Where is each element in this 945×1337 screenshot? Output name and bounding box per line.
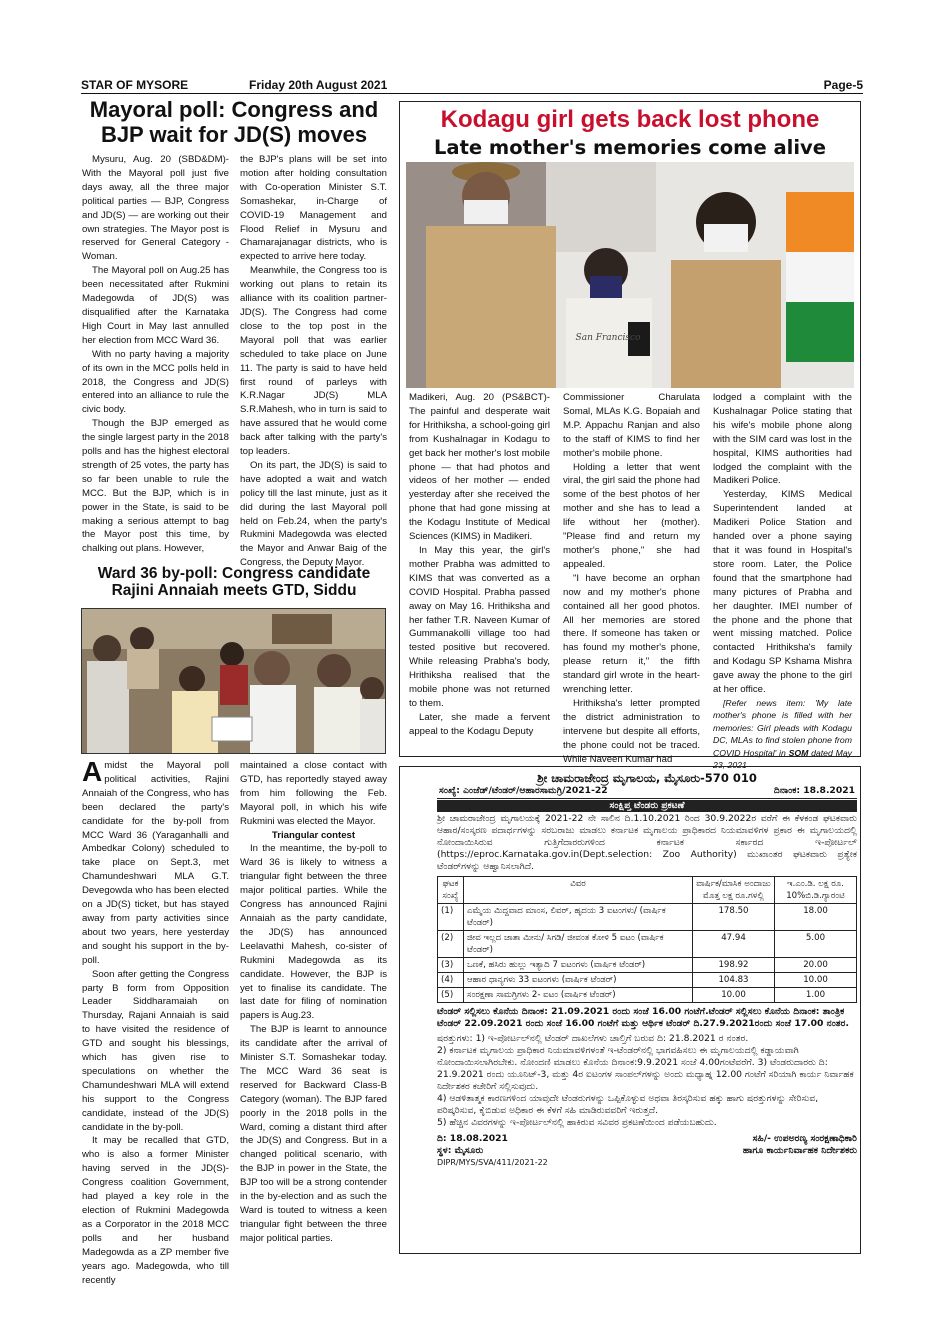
row-emd: 10.00 (775, 973, 857, 988)
tender-notice-title: ಸಂಕ್ಷಿಪ್ತ ಟೆಂಡರು ಪ್ರಕಟಣೆ (437, 800, 857, 812)
tender-dipr: DIPR/MYS/SVA/411/2021-22 (437, 1158, 548, 1167)
ward36-headline-line2: Rajini Annaiah meets GTD, Siddu (111, 582, 357, 600)
refer-som: SOM (788, 747, 809, 758)
kodagu-subheadline: Late mother's memories come alive (434, 136, 826, 159)
page-number: Page-5 (823, 78, 863, 92)
table-row (438, 988, 857, 1003)
row-amount: 104.83 (693, 973, 775, 988)
table-header: ವಿವರ (464, 877, 693, 904)
mayoral-col-2 (240, 153, 387, 570)
masthead (81, 78, 863, 94)
mayoral-col-1 (82, 153, 229, 556)
mayoral-headline-line1: Mayoral poll: Congress and (89, 97, 379, 122)
tender-note: 2) ಕರ್ನಾಟಕ ಮೃಗಾಲಯ ಪ್ರಾಧಿಕಾರ ನಿಯಮಾವಳಿಗಳಂತೆ ಇ-ಟೆಂಡರ್‌ನಲ್ಲಿ ಭಾಗವಹಿಸಲು ಈ ಮೃಗಾಲಯದಲ್ಲಿ ಕಡ್ಡಾಯವಾಗಿ ನೋಂದಾಯಿಸಲಾಗಿರಬೇಕು. ನೋಂದಣಿ ಮಾಡಲು ಕೊನೆಯ ದಿನಾಂಕ:9.9.2021 ಸಂಜೆ 4.00ಗಂಟೆವರೆಗೆ. 3) ಟೆಂಡರುದಾರರು ದಿ: 21.9.2021 ರಂದು ಯೂನಿಟ್-3, ಮತ್ತು 4ರ ಐಟಂಗಳ ಸಾಂಪಲ್‌ಗಳನ್ನು ಅಂದು ಮಧ್ಯಾಹ್ನ 12.00 ಗಂಟೆಗೆ ಸರಿಯಾಗಿ ಕಾರ್ಯ ನಿರ್ವಾಹಕ ನಿರ್ದೇಶಕರ ಕಚೇರಿಗೆ ಸಲ್ಲಿಸುವುದು. (437, 1045, 854, 1092)
ward36-headline-line1: Ward 36 by-poll: Congress candidate (97, 565, 371, 582)
paragraph: Mysuru, Aug. 20 (SBD&DM)- With the Mayoral poll just five days away, all the three major political parties — BJP, Congress and JD(S) — are working out their own strategies. The Mayor post is reserved for General Category - Woman. (82, 154, 229, 263)
table-header: ಘಟಕ ಸಂಖ್ಯೆ (438, 877, 464, 904)
tender-sign-date: ದಿ: 18.08.2021 (437, 1133, 508, 1144)
tender-org: ಶ್ರೀ ಚಾಮರಾಜೇಂದ್ರ ಮೃಗಾಲಯ, ಮೈಸೂರು-570 010 (537, 771, 757, 785)
kodagu-col-3 (713, 391, 852, 772)
table-header: ಇ.ಎಂ.ಡಿ. ಲಕ್ಷ ರೂ. 10%ಬಿ.ಡಿ.ಗ್ಯಾರಂಟಿ (775, 877, 857, 904)
tender-ref-no: ಸಂಖ್ಯೆ: ಎಂಜೆಡ್‌/ಟೆಂಡರ್‌/ಆಹಾರಸಾಮಗ್ರಿ/2021-22 (439, 785, 608, 796)
paragraph: Soon after getting the Congress party B form from Opposition Leader Siddharamaiah on Thursday, Rajani Annaiah is said to have visited the residence of GTD and sought his blessings, which has given rise to speculations on whether the Chamundeshwari MLA will extend his support to the Congress candidate, instead of the JD(S) candidate in the by-poll. (82, 968, 229, 1133)
row-desc: ಜೀವ ಇಲ್ಲದ ಜಾತಾ ಮೀನು/ ಸಿಗಡಿ/ ಜೀವಂತ ಕೋಳಿ 5 ಐಟಂ (ವಾರ್ಷಿಕ ಟೆಂಡರ್) (464, 931, 693, 958)
table-row (438, 931, 857, 958)
paragraph: The Mayoral poll on Aug.25 has been necessitated after Rukmini Madegowda of JD(S) was disqualified after the Karnataka High Court in May last annulled her election from MCC Ward 36. (82, 265, 229, 346)
paragraph: With no party having a majority of its own in the MCC polls held in 2018, the Congress and JD(S) entered into an alliance to rule the civic body. (82, 348, 229, 416)
paragraph: maintained a close contact with GTD, has reportedly stayed away from him following the Feb. Mayoral poll, in which his wife Rukmini was elected the Mayor. (240, 760, 387, 827)
row-no: (4) (438, 973, 464, 988)
paragraph: Madikeri, Aug. 20 (PS&BCT)- The painful and desperate wait for Hrithiksha, a school-going girl from Kushalnagar in Kodagu to get back her mother's lost mobile phone — that had photos and videos of her mother — ended yesterday after she received the phone that had gone missing at the Kodagu Institute of Medical Sciences (KIMS) in Madikeri. (409, 392, 550, 543)
header-rule (81, 93, 863, 94)
tender-sign-title: ಹಾಗೂ ಕಾರ್ಯನಿರ್ವಾಹಕ ನಿರ್ದೇಶಕರು (742, 1145, 857, 1156)
row-emd: 20.00 (775, 958, 857, 973)
paragraph: On its part, the JD(S) is said to have adopted a wait and watch policy till the last minute, just as it did during the last Mayoral poll held on Feb.24, when the party's Rukmini Madegowda was elected the Mayor and Anwar Baig of the Congress, the Deputy Mayor. (240, 459, 387, 569)
row-no: (1) (438, 904, 464, 931)
mayoral-headline (80, 98, 388, 147)
tender-note: 4) ಆಡಳಿತಾತ್ಮಕ ಕಾರಣಗಳಿಂದ ಯಾವುದೇ ಟೆಂಡರುಗಳನ್ನು ಒಪ್ಪಿಕೊಳ್ಳುವ ಅಥವಾ ತಿರಸ್ಕರಿಸುವ ಹಕ್ಕು ಹಾಗು ಷರತ್ತುಗಳನ್ನು ಸೇರಿಸುವ, ಪರಿಷ್ಕರಿಸುವ, ಕೈಬಿಡುವ ಅಧಿಕಾರ ಈ ಕೆಳಗೆ ಸಹಿ ಮಾಡಿರುವವರಿಗೆ ಇರುತ್ತದೆ. (437, 1093, 819, 1116)
ward36-col-2 (240, 759, 387, 1246)
row-emd: 1.00 (775, 988, 857, 1003)
kodagu-col-1 (409, 391, 550, 739)
kodagu-photo-illustration (406, 162, 854, 388)
mayoral-headline-line2: BJP wait for JD(S) moves (100, 121, 368, 147)
refer-date: dated May 23, 2021 (713, 747, 853, 771)
dropcap: A (82, 756, 103, 787)
paragraph: In May this year, the girl's mother Prabha was admitted to KIMS that was converted as a COVID Hospital. Prabha passed away on May 16. Hrithiksha and her father T.R. Naveen Kumar of Gummanakolli village too had tested positive but recovered. While releasing Prabha's body, Hrithiksha realised that the mobile phone was not returned to them. (409, 544, 550, 709)
table-header-row (438, 877, 857, 904)
paragraph: Meanwhile, the Congress too is working out plans to retain its alliance with its coalition partner-JD(S). The Congress had come close to the top post in the Mayoral poll that was earlier scheduled to take place on June 11. The party is said to have held first round of parleys with K.R.Nagar JD(S) MLA S.R.Mahesh, who in turn is said to have assured that he would come back after talking with the party's top leaders. (240, 265, 387, 458)
paragraph: It may be recalled that GTD, who is also a former Minister having served in the JD(S)-Congress coalition Government, had played a key role in the election of Rukmini Madegowda as a Corporator in the 2018 MCC polls and her husband Madegowda as a ZP member five years ago. Madegowda, who till recently (82, 1135, 229, 1286)
row-desc: ಒಣಕೆ, ಹಸಿರು ಹುಲ್ಲು ಇತ್ಯಾದಿ 7 ಐಟಂಗಳು (ವಾರ್ಷಿಕ ಟೆಂಡರ್) (464, 958, 693, 973)
tender-sign-right (743, 1133, 857, 1157)
tender-dates: ಟೆಂಡರ್ ಸಲ್ಲಿಸಲು ಕೊನೆಯ ದಿನಾಂಕ: 21.09.2021 ರಂದು ಸಂಜೆ 16.00 ಗಂಟೆಗೆ.ಟೆಂಡರ್ ಸಲ್ಲಿಸಲು ಕೊನೆಯ ದಿನಾಂಕ: ತಾಂತ್ರಿಕ ಟೆಂಡರ್ 22.09.2021 ರಂದು ಸಂಜೆ 16.00 ಗಂಟೆಗೆ ಮತ್ತು ಆರ್ಥಿಕ ಟೆಂಡರ್ ದಿ.27.9.2021ರಂದು ಸಂಜೆ 17.00 ನಂತರ. (437, 1006, 849, 1029)
paragraph: The BJP is learnt to announce its candidate after the arrival of Minister S.T. Somashekar today. The MCC Ward 36 seat is reserved for Backward Class-B Category (woman). The BJP fared poorly in the 2018 polls in the Ward, coming a distant third after the JD(S) and Congress. But in a changed political scenario, with the BJP in power in the State, the BJP too will be a strong contender in the by-election and as such the Ward is touted to witness a keen triangular fight between the three major political parties. (240, 1024, 387, 1244)
row-no: (3) (438, 958, 464, 973)
paragraph: Yesterday, KIMS Medical Superintendent landed at Madikeri Police Station and handed over a phone saying that it was found in Hospital's store room. Later, the Police found that the smartphone had many pictures of Prabha and her daughter. IMEI number of the phone and the phone that went missing matched. Police contacted Hrithiksha's family and Kodagu SP Kshama Mishra gave away the phone to the girl at her office. (713, 489, 852, 696)
row-desc: ಎಮ್ಮೆಯ ಮಿದ್ದವಾದ ಮಾಂಸ, ಲಿವರ್, ಹೃದಯ 3 ಐಟಂಗಳು/ (ವಾರ್ಷಿಕ ಟೆಂಡರ್) (464, 904, 693, 931)
paragraph: lodged a complaint with the Kushalnagar Police stating that his wife's mobile phone along with the SIM card was lost in the hospital, KIMS authorities had lodged the complaint with the Madikeri Police. (713, 392, 852, 487)
kodagu-col-2 (563, 391, 700, 766)
paragraph: Holding a letter that went viral, the girl said the phone had some of the best photos of her mother and she has to lead a life without her (mother). "Please find and return my mother's phone," she had appealed. (563, 461, 700, 570)
table-row (438, 904, 857, 931)
tender-sign-place: ಸ್ಥಳ: ಮೈಸೂರು (437, 1145, 484, 1156)
refer-text: [Refer news item: 'My late mother's phone is filled with her memories: Girl pleads with Kodagu DC, MLAs to find stolen phone from COVID Hospital' in (713, 697, 852, 758)
tender-sign-row (437, 1133, 857, 1157)
tender-sign-left (437, 1133, 508, 1157)
kodagu-photo (406, 162, 854, 388)
row-emd: 18.00 (775, 904, 857, 931)
subhead: Triangular contest (271, 829, 356, 841)
paragraph (82, 756, 229, 968)
refer-note (713, 697, 852, 772)
ward36-col-1 (82, 756, 229, 1287)
table-row (438, 958, 857, 973)
row-no: (5) (438, 988, 464, 1003)
tender-notice (437, 772, 857, 1169)
row-amount: 10.00 (693, 988, 775, 1003)
table-header: ವಾರ್ಷಿಕ/ಮಾಸಿಕ ಅಂದಾಜು ಮೊತ್ತ ಲಕ್ಷ ರೂ.ಗಳಲ್ಲಿ (693, 877, 775, 904)
paper-name: STAR OF MYSORE (81, 78, 189, 92)
paragraph: In the meantime, the by-poll to Ward 36 is likely to witness a triangular fight between the three major political parties. While the Congress has announced Rajini Annaiah as the party candidate, the JD(S) has announced Leelavathi Mahesh, co-sister of Rukmini Madegowda as its candidate. However, the BJP is yet to finalise its candidate. The last date for filing of nomination papers is Aug.23. (240, 843, 387, 1022)
row-emd: 5.00 (775, 931, 857, 958)
paragraph: Later, she made a fervent appeal to the Kodagu Deputy (409, 711, 550, 737)
shirt-text: San Francisco (575, 333, 641, 343)
paragraph: the BJP's plans will be set into motion after holding consultation with Co-operation Minister S.T. Somashekar, in-Charge of COVID-19 Management and Flood Relief in Mysuru and Chamarajanagar districts, who is expected to arrive here today. (240, 154, 387, 263)
paragraph: Hrithiksha's letter prompted the district administration to intervene but despite all efforts, the phone could not be traced. While Naveen Kumar had (563, 697, 700, 765)
row-no: (2) (438, 931, 464, 958)
row-amount: 198.92 (693, 958, 775, 973)
row-desc: ಆಹಾರ ಧಾನ್ಯಗಳು 33 ಐಟಂಗಳು (ವಾರ್ಷಿಕ ಟೆಂಡರ್) (464, 973, 693, 988)
tender-sign-title: ಸಹಿ/- ಉಪಅರಣ್ಯ ಸಂರಕ್ಷಣಾಧಿಕಾರಿ (752, 1133, 857, 1144)
paragraph: "I have become an orphan now and my mother's phone contained all her good photos. All her memories are stored there. If someone has taken or has found my mother's phone, please return it," the fifth standard girl wrote in the heart-wrenching letter. (563, 572, 700, 696)
paragraph-text: midst the Mayoral poll political activities, Rajini Annaiah of the Congress, who has been declared the party's candidate for the by-poll from MCC Ward 36 (Yaraganhalli and Ambedkar Colony) scheduled to take place on Sept.3, met Chamundeshwari MLA G.T. Devegowda who has been elected on a JD(S) ticket, but has stayed away from party activities since about two years, here yesterday and sought his support in the by-poll. (82, 760, 229, 966)
row-amount: 178.50 (693, 904, 775, 931)
paragraph: Commissioner Charulata Somal, MLAs K.G. Bopaiah and M.P. Appachu Ranjan and also to the staff of KIMS to find her mother's mobile phone. (563, 392, 700, 459)
tender-ref-row (437, 784, 857, 799)
tender-table (437, 876, 857, 1003)
kodagu-headline: Kodagu girl gets back lost phone (440, 106, 820, 133)
table-row (438, 973, 857, 988)
row-amount: 47.94 (693, 931, 775, 958)
ward36-headline (80, 565, 388, 600)
ward36-photo (81, 608, 386, 754)
tender-note: ಷರತ್ತುಗಳು: 1) ಇ-ಪೋರ್ಟಲ್‌ನಲ್ಲಿ ಟೆಂಡರ್ ದಾಖಲೆಗಳು ಚಾಲ್ತಿಗೆ ಬರುವ ದಿ: 21.8.2021 ರ ನಂತರ. (437, 1033, 749, 1044)
tender-ref-date: ದಿನಾಂಕ: 18.8.2021 (773, 785, 855, 796)
tender-intro: ಶ್ರೀ ಚಾಮರಾಜೇಂದ್ರ ಮೃಗಾಲಯಕ್ಕೆ 2021-22 ನೇ ಸಾಲಿನ ದಿ.1.10.2021 ರಿಂದ 30.9.2022ರ ವರೆಗೆ ಈ ಕೆಳಕಂಡ ಘಟಕವಾರು ಆಹಾರ/ಸಂಸ್ಕರಣ ಪದಾರ್ಥಗಳನ್ನು ಸರಬರಾಜು ಮಾಡಲು ಕರ್ನಾಟಕ ಮೃಗಾಲಯ ಪ್ರಾಧಿಕಾರದ ನಿಯಮಾವಳಿಗಳ ಪ್ರಕಾರ ಈ ಮೃಗಾಲಯದಲ್ಲಿ ನೋಂದಾಯಿಸಿರುವ ಗುತ್ತಿಗೆದಾರರುಗಳಿಂದ ಕರ್ನಾಟಕ ಸರ್ಕಾರದ ಇ-ಪೋರ್ಟಲ್ (https://eproc.Karnataka.gov.in(Dept.selection: Zoo Authority) ಮುಖಾಂತರ ಘಟಕವಾರು ಪ್ರತ್ಯೇಕ ಟೆಂಡರ್‌ಗಳನ್ನು ಆಹ್ವಾನಿಸಲಾಗಿದೆ. (437, 813, 857, 872)
issue-date: Friday 20th August 2021 (249, 78, 388, 92)
ward36-photo-illustration (82, 609, 386, 754)
tender-note: 5) ಹೆಚ್ಚಿನ ವಿವರಗಳನ್ನು ಇ-ಪೋರ್ಟಲ್‌ನಲ್ಲಿ ಹಾಕಿರುವ ಸವಿವರ ಪ್ರಕಟಣೆಯಿಂದ ಪಡೆಯಬಹುದು. (437, 1117, 717, 1128)
row-desc: ಸಂರಕ್ಷಣಾ ಸಾಮಗ್ರಿಗಳು 2- ಐಟಂ (ವಾರ್ಷಿಕ ಟೆಂಡರ್) (464, 988, 693, 1003)
paragraph: Though the BJP emerged as the single largest party in the 2018 polls and has the highest electoral strength of 25 votes, the party has so far been unable to rule the MCC. But the BJP, which is in power in the State, is said to be making a serious attempt to bag the Mayor post this time, by chalking out plans. However, (82, 418, 229, 555)
